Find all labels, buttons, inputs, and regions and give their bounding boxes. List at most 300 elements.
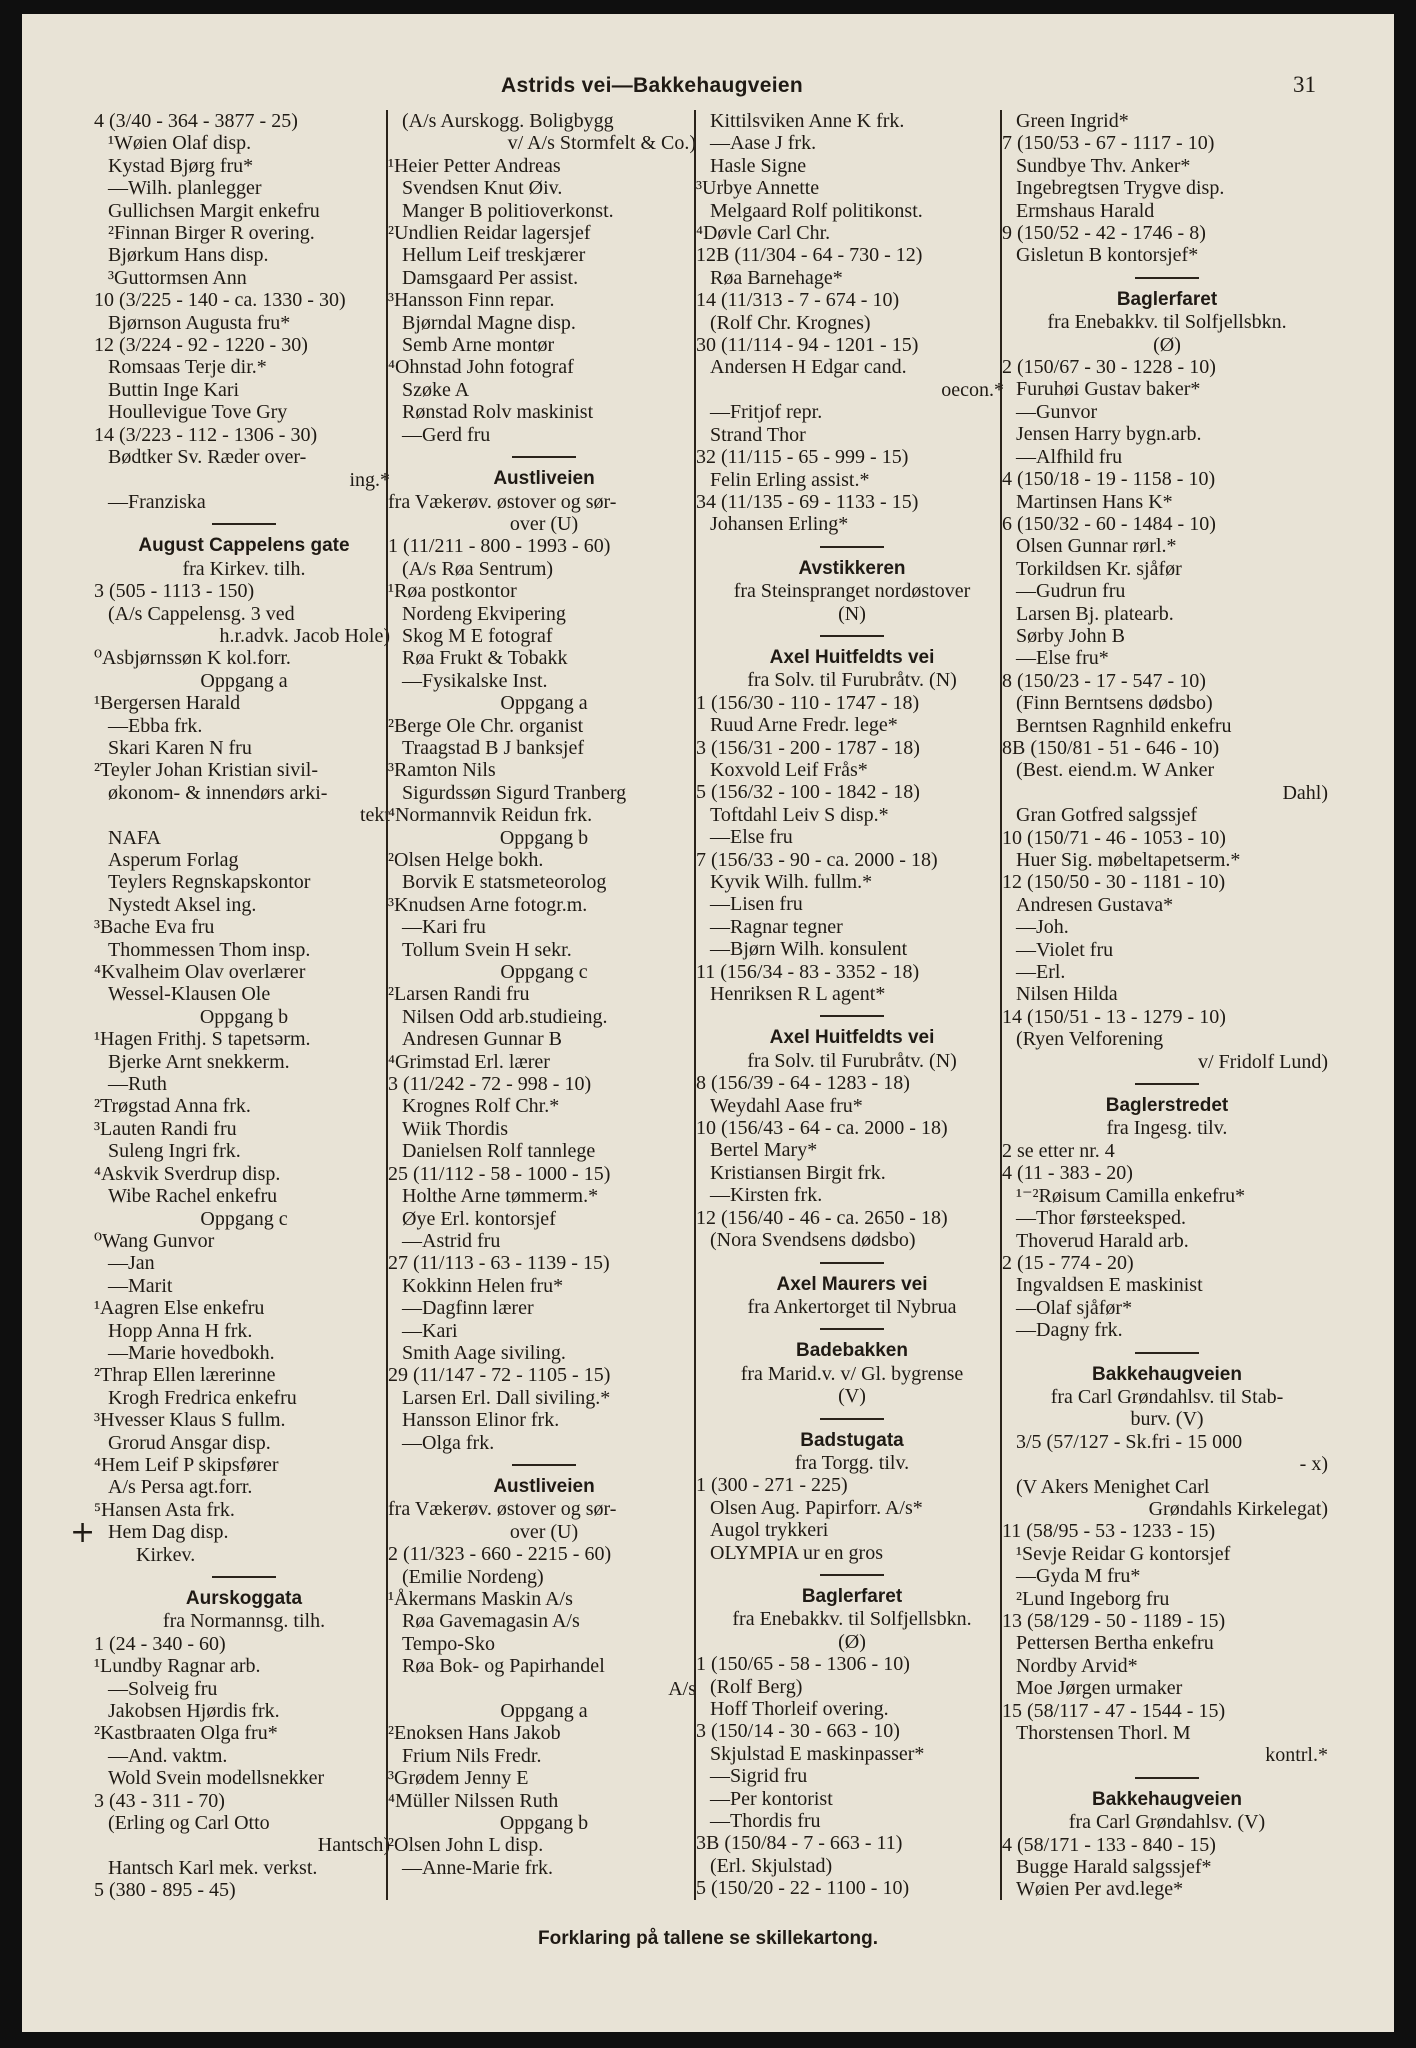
directory-line: 12 (3/224 - 92 - 1220 - 30) (94, 334, 308, 357)
directory-line: —Bjørn Wilh. konsulent (710, 938, 908, 961)
directory-line: —Solveig fru (108, 1677, 218, 1700)
directory-line: 1 (300 - 271 - 225) (696, 1474, 848, 1497)
directory-line: —Sigrid fru (710, 1765, 808, 1788)
directory-line: ³Guttormsen Ann (108, 266, 247, 289)
street-heading: Austliveien (493, 468, 595, 490)
directory-line: 13 (58/129 - 50 - 1189 - 15) (1002, 1610, 1226, 1632)
directory-line: ¹Åkermans Maskin A/s (388, 1588, 573, 1610)
directory-line: Houllevigue Tove Gry (108, 401, 288, 424)
directory-line: Jakobsen Hjørdis frk. (108, 1700, 280, 1723)
directory-line: fra Enebakkv. til Solfjellsbkn. (732, 1608, 972, 1631)
column-1 (94, 110, 394, 1902)
directory-line: 4 (58/171 - 133 - 840 - 15) (1002, 1833, 1216, 1856)
directory-line: Grøndahls Kirkelegat) (1148, 1497, 1328, 1520)
directory-line: 5 (150/20 - 22 - 1100 - 10) (696, 1877, 910, 1900)
directory-line: Ingebregtsen Trygve disp. (1016, 177, 1225, 200)
section-separator (1135, 1777, 1199, 1779)
directory-line: 10 (150/71 - 46 - 1053 - 10) (1002, 826, 1226, 849)
directory-line: Tollum Svein H sekr. (402, 938, 572, 961)
directory-line: Larsen Bj. platearb. (1016, 602, 1174, 625)
directory-line: fra Marid.v. v/ Gl. bygrense (740, 1362, 964, 1385)
directory-line: 4 (150/18 - 19 - 1158 - 10) (1002, 468, 1216, 491)
street-heading: Bakkehaugveien (1092, 1363, 1242, 1385)
directory-line: ⁵Hansen Asta frk. (94, 1498, 235, 1521)
directory-line: ²Berge Ole Chr. organist (388, 714, 584, 737)
directory-line: Andresen Gunnar B (402, 1028, 562, 1051)
street-heading: Austliveien (493, 1475, 595, 1497)
directory-line: ³Knudsen Arne fotogr.m. (388, 893, 588, 916)
directory-line: Nystedt Aksel ing. (108, 893, 257, 916)
directory-line: 14 (11/313 - 7 - 674 - 10) (696, 289, 900, 312)
directory-line: ²Kastbraaten Olga fru* (94, 1722, 278, 1745)
directory-line: Strand Thor (710, 423, 806, 446)
directory-line: Røa Gavemagasin A/s (402, 1610, 580, 1633)
directory-line: ¹Wøien Olaf disp. (108, 132, 252, 155)
directory-line: 29 (11/147 - 72 - 1105 - 15) (388, 1364, 611, 1387)
directory-line: —Olga frk. (402, 1431, 495, 1454)
section-separator (820, 1015, 884, 1017)
directory-line: Traagstad B J banksjef (402, 736, 585, 759)
section-separator (512, 1464, 576, 1466)
directory-line: (A/s Røa Sentrum) (402, 557, 554, 580)
directory-line: —Kari (402, 1319, 458, 1342)
directory-line: Skjulstad E maskinpasser* (710, 1742, 925, 1765)
directory-line: —Kari fru (402, 916, 486, 939)
directory-line: Wessel-Klausen Ole (108, 983, 271, 1006)
page-number: 31 (1293, 72, 1316, 97)
directory-line: ⁴Døvle Carl Chr. (696, 222, 831, 245)
directory-line: 5 (156/32 - 100 - 1842 - 18) (696, 781, 920, 804)
directory-line: Gran Gotfred salgssjef (1016, 804, 1198, 827)
directory-line: Sundbye Thv. Anker* (1016, 154, 1191, 177)
directory-line: 15 (58/117 - 47 - 1544 - 15) (1002, 1699, 1226, 1722)
directory-line: Oppgang b (499, 826, 589, 849)
directory-line: Teylers Regnskapskontor (108, 871, 311, 894)
directory-line: fra Kirkev. tilh. (182, 557, 306, 580)
directory-line: Sørby John B (1016, 624, 1125, 647)
directory-line: Hantsch Karl mek. verkst. (108, 1856, 318, 1879)
directory-line: Kittilsviken Anne K frk. (710, 110, 905, 132)
directory-line: Tempo-Sko (402, 1632, 496, 1655)
directory-line: 1 (150/65 - 58 - 1306 - 10) (696, 1653, 910, 1676)
directory-line: Kristiansen Birgit frk. (710, 1161, 886, 1184)
directory-line: —Alfhild fru (1016, 445, 1123, 468)
directory-line: Berntsen Ragnhild enkefru (1016, 714, 1232, 737)
directory-line: økonom- & innendørs arki- (108, 781, 328, 804)
directory-line: —Thordis fru (710, 1810, 821, 1833)
directory-line: —Astrid fru (402, 1229, 501, 1252)
directory-line: Krogh Fredrica enkefru (108, 1386, 297, 1409)
directory-line: 27 (11/113 - 63 - 1139 - 15) (388, 1252, 610, 1275)
directory-line: Olsen Aug. Papirforr. A/s* (710, 1496, 923, 1519)
directory-line: tekt (360, 804, 390, 827)
directory-line: (V Akers Menighet Carl (1016, 1475, 1210, 1498)
section-separator (1135, 1352, 1199, 1354)
directory-line: Toftdahl Leiv S disp.* (710, 803, 889, 826)
directory-line: Borvik E statsmeteorolog (402, 871, 607, 894)
directory-line: ⁴Grimstad Erl. lærer (388, 1050, 550, 1073)
directory-line: —Ragnar tegner (710, 915, 843, 938)
directory-line: ²Undlien Reidar lagersjef (388, 222, 591, 245)
directory-line: Jensen Harry bygn.arb. (1016, 423, 1202, 446)
directory-line: —Dagfinn lærer (402, 1297, 534, 1320)
directory-line: ³Urbye Annette (696, 177, 820, 200)
directory-line: Bjerke Arnt snekkerm. (108, 1050, 290, 1073)
directory-line: Augol trykkeri (710, 1519, 829, 1542)
directory-line: Henriksen R L agent* (710, 983, 886, 1006)
directory-line: 7 (150/53 - 67 - 1117 - 10) (1002, 132, 1215, 155)
directory-line: Skog M E fotograf (402, 624, 553, 647)
directory-line: Torkildsen Kr. sjåfør (1016, 557, 1182, 580)
directory-line: Oppgang b (199, 1005, 289, 1028)
directory-line: —Gudrun fru (1016, 580, 1126, 603)
directory-line: NAFA (108, 826, 161, 849)
directory-line: —Franziska (108, 490, 206, 513)
directory-line: Johansen Erling* (710, 513, 849, 536)
directory-line: —Gyda M fru* (1016, 1565, 1141, 1588)
directory-line: over (U) (509, 1520, 579, 1543)
directory-line: —Wilh. planlegger (108, 177, 262, 200)
directory-line: Sigurdssøn Sigurd Tranberg (402, 781, 627, 804)
directory-line: Hellum Leif treskjærer (402, 244, 586, 267)
directory-line: 2 (11/323 - 660 - 2215 - 60) (388, 1543, 612, 1566)
directory-line: Bugge Harald salgssjef* (1016, 1856, 1212, 1879)
directory-line: fra Ingesg. tilv. (1106, 1117, 1228, 1140)
street-heading: Baglerstredet (1105, 1095, 1229, 1117)
directory-line: ⁴Müller Nilssen Ruth (388, 1789, 559, 1812)
directory-line: (A/s Aurskogg. Boligbygg (402, 110, 614, 132)
directory-line: Bjørndal Magne disp. (402, 311, 576, 334)
directory-line: Huer Sig. møbeltapetserm.* (1016, 849, 1241, 871)
directory-line: h.r.advk. Jacob Hole) (219, 624, 390, 647)
directory-line: Thoverud Harald arb. (1016, 1229, 1189, 1252)
directory-line: —Fysikalske Inst. (402, 669, 548, 692)
directory-line: ²Finnan Birger R overing. (108, 222, 315, 245)
directory-line: Weydahl Aase fru* (710, 1094, 863, 1117)
directory-line: Hasle Signe (710, 154, 807, 177)
directory-line: Nordby Arvid* (1016, 1654, 1138, 1677)
directory-line: Ruud Arne Fredr. lege* (710, 714, 898, 737)
directory-line: —Lisen fru (710, 893, 803, 916)
directory-line: A/s Persa agt.forr. (108, 1476, 253, 1499)
directory-line: Skari Karen N fru (108, 736, 252, 759)
directory-line: Thorstensen Thorl. M (1016, 1722, 1191, 1745)
directory-line: Szøke A (402, 378, 470, 401)
directory-line: Danielsen Rolf tannlege (402, 1140, 596, 1163)
directory-line: ²Trøgstad Anna frk. (94, 1095, 251, 1118)
directory-line: Røa Frukt & Tobakk (402, 647, 568, 670)
directory-line: oecon.* (941, 378, 1004, 401)
directory-line: Smith Aage siviling. (402, 1341, 566, 1364)
directory-line: Oppgang c (200, 1207, 288, 1230)
directory-line: Damsgaard Per assist. (402, 266, 579, 289)
directory-line: 10 (156/43 - 64 - ca. 2000 - 18) (696, 1117, 948, 1140)
directory-line: Oppgang c (500, 961, 588, 984)
directory-line: Pettersen Bertha enkefru (1016, 1632, 1214, 1655)
directory-line: Krognes Rolf Chr.* (402, 1095, 560, 1118)
directory-line: ⁴Kvalheim Olav overlærer (94, 961, 306, 984)
directory-line: fra Enebakkv. til Solfjellsbkn. (1047, 311, 1287, 334)
directory-line: v/ Fridolf Lund) (1198, 1050, 1328, 1073)
directory-line: ²Larsen Randi fru (388, 983, 530, 1006)
directory-line: 2 se etter nr. 4 (1002, 1139, 1115, 1162)
directory-line: ²Thrap Ellen lærerinne (94, 1364, 276, 1387)
street-heading: Avstikkeren (798, 557, 906, 579)
directory-line: 3/5 (57/127 - Sk.fri - 15 000 (1016, 1430, 1243, 1453)
directory-line: (Ø) (1153, 333, 1181, 356)
directory-line: —Gunvor (1016, 400, 1098, 423)
directory-line: Furuhøi Gustav baker* (1016, 378, 1201, 401)
directory-line: ³Ramton Nils (388, 759, 496, 782)
directory-line: v/ A/s Stormfelt & Co.) (507, 132, 696, 155)
directory-line: 9 (150/52 - 42 - 1746 - 8) (1002, 222, 1206, 245)
directory-line: ¹Lundby Ragnar arb. (94, 1655, 261, 1678)
section-separator (820, 1328, 884, 1330)
directory-line: 30 (11/114 - 94 - 1201 - 15) (696, 334, 919, 357)
margin-plus-mark: + (70, 1515, 96, 1550)
directory-line: burv. (V) (1130, 1408, 1204, 1431)
directory-line: Martinsen Hans K* (1016, 490, 1173, 513)
directory-line: fra Solv. til Furubråtv. (N) (747, 669, 957, 692)
directory-line: (Best. eiend.m. W Anker (1016, 759, 1215, 782)
directory-line: 3 (43 - 311 - 70) (94, 1789, 225, 1812)
directory-line: 12B (11/304 - 64 - 730 - 12) (696, 244, 923, 267)
directory-line: Røa Barnehage* (710, 266, 843, 289)
directory-line: Røa Bok- og Papirhandel (402, 1655, 605, 1678)
directory-line: Oppgang a (500, 692, 588, 715)
street-heading: Badebakken (796, 1340, 908, 1362)
directory-line: 3 (150/14 - 30 - 663 - 10) (696, 1720, 900, 1743)
directory-line: ²Olsen Helge bokh. (388, 849, 544, 871)
directory-line: Oppgang a (500, 1700, 588, 1723)
directory-line: Bertel Mary* (710, 1139, 818, 1162)
directory-line: Wibe Rachel enkefru (108, 1185, 278, 1208)
directory-line: Hantsch) (317, 1834, 390, 1857)
directory-line: —Aase J frk. (710, 132, 817, 155)
directory-line: ¹Hagen Frithj. S tapetsərm. (94, 1028, 311, 1051)
directory-line: fra Solv. til Furubråtv. (N) (747, 1049, 957, 1072)
directory-line: ¹Bergersen Harald (94, 692, 241, 715)
directory-line: 2 (150/67 - 30 - 1228 - 10) (1002, 356, 1216, 379)
directory-line: Dahl) (1282, 781, 1328, 804)
street-heading: Axel Huitfeldts vei (769, 1027, 935, 1049)
street-heading: Axel Maurers vei (776, 1273, 928, 1295)
directory-line: Olsen Gunnar rørl.* (1016, 535, 1177, 558)
directory-line: Asperum Forlag (108, 849, 239, 871)
directory-line: 8 (156/39 - 64 - 1283 - 18) (696, 1072, 910, 1095)
directory-line: Thommessen Thom insp. (108, 938, 311, 961)
directory-line: (Nora Svendsens dødsbo) (710, 1229, 916, 1252)
directory-line: ¹⁻²Røisum Camilla enkefru* (1016, 1184, 1246, 1207)
directory-line: ¹Aagren Else enkefru (94, 1297, 265, 1320)
street-heading: Badstugata (800, 1429, 904, 1451)
directory-line: fra Vækerøv. østover og sør- (388, 1498, 617, 1521)
directory-line: —Erl. (1016, 961, 1066, 984)
directory-line: Kystad Bjørg fru* (108, 154, 254, 177)
directory-line: Oppgang a (200, 669, 288, 692)
directory-line: 3 (156/31 - 200 - 1787 - 18) (696, 736, 920, 759)
directory-line: (Emilie Nordeng) (402, 1565, 544, 1588)
directory-line: 12 (156/40 - 46 - ca. 2650 - 18) (696, 1206, 948, 1229)
directory-line: 1 (11/211 - 800 - 1993 - 60) (388, 535, 611, 558)
directory-line: 14 (3/223 - 112 - 1306 - 30) (94, 423, 318, 446)
directory-line: Gullichsen Margit enkefru (108, 199, 320, 222)
directory-page (22, 14, 1394, 2032)
directory-line: Hoff Thorleif overing. (710, 1698, 889, 1720)
directory-line: kontrl.* (1265, 1744, 1328, 1767)
street-heading: Baglerfaret (1116, 288, 1218, 310)
directory-line: Nordeng Ekvipering (402, 602, 566, 625)
column-4 (1002, 110, 1332, 1901)
directory-line: —Else fru (710, 826, 793, 849)
directory-line: Koxvold Leif Frås* (710, 758, 868, 781)
section-separator (212, 1576, 276, 1578)
directory-line: Semb Arne montør (402, 334, 555, 357)
directory-line: Felin Erling assist.* (710, 468, 870, 491)
directory-line: ⁴Normannvik Reidun frk. (388, 804, 593, 827)
directory-line: —Thor førsteeksped. (1016, 1207, 1186, 1230)
column-2 (388, 110, 700, 1879)
directory-line: —Per kontorist (710, 1787, 833, 1810)
directory-line: 34 (11/135 - 69 - 1133 - 15) (696, 490, 919, 513)
directory-line: —Kirsten frk. (710, 1184, 823, 1207)
street-heading: Bakkehaugveien (1092, 1788, 1242, 1810)
section-separator (820, 546, 884, 548)
directory-line: (Rolf Berg) (710, 1675, 803, 1698)
directory-line: A/s (668, 1677, 696, 1700)
directory-line: —Joh. (1016, 916, 1069, 939)
directory-line: Suleng Ingri frk. (108, 1140, 241, 1163)
directory-line: Ingvaldsen E maskinist (1016, 1274, 1203, 1297)
directory-line: Bjørkum Hans disp. (108, 244, 269, 267)
directory-line: Nilsen Hilda (1016, 983, 1118, 1006)
directory-line: 4 (3/40 - 364 - 3877 - 25) (94, 110, 298, 132)
directory-line: OLYMPIA ur en gros (710, 1541, 883, 1564)
directory-line: —Violet fru (1016, 938, 1114, 961)
directory-line: fra Normannsg. tilh. (162, 1610, 326, 1633)
directory-line: Kirkev. (136, 1543, 196, 1566)
section-separator (212, 523, 276, 525)
directory-line: Rønstad Rolv maskinist (402, 401, 594, 424)
directory-line: - x) (1299, 1453, 1328, 1476)
directory-line: (Finn Berntsens dødsbo) (1016, 692, 1213, 715)
directory-line: Grorud Ansgar disp. (108, 1431, 271, 1454)
directory-line: over (U) (509, 512, 579, 535)
section-separator (1135, 1083, 1199, 1085)
directory-line: Øye Erl. kontorsjef (402, 1207, 556, 1230)
directory-line: ⁰Wang Gunvor (94, 1229, 215, 1252)
directory-line: —Anne-Marie frk. (402, 1856, 554, 1879)
directory-line: Bjørnson Augusta fru* (108, 311, 291, 334)
directory-line: (Ø) (838, 1630, 866, 1653)
directory-line: Svendsen Knut Øiv. (402, 177, 563, 200)
column-3 (696, 110, 1008, 1900)
directory-line: 5 (380 - 895 - 45) (94, 1879, 236, 1902)
directory-line: (Rolf Chr. Krognes) (710, 311, 871, 334)
directory-line: Moe Jørgen urmaker (1016, 1677, 1183, 1700)
directory-line: ²Teyler Johan Kristian sivil- (94, 759, 318, 782)
directory-line: ²Lund Ingeborg fru (1016, 1587, 1170, 1610)
directory-line: 11 (156/34 - 83 - 3352 - 18) (696, 960, 920, 983)
directory-line: ³Hvesser Klaus S fullm. (94, 1409, 286, 1432)
directory-line: Buttin Inge Kari (108, 378, 240, 401)
directory-line: ³Hansson Finn repar. (388, 289, 555, 312)
directory-line: Green Ingrid* (1016, 110, 1129, 132)
directory-line: fra Steinspranget nordøstover (733, 580, 971, 603)
street-heading: August Cappelens gate (138, 535, 350, 557)
directory-line: (N) (838, 602, 866, 625)
directory-line: 1 (24 - 340 - 60) (94, 1632, 226, 1655)
section-separator (820, 1574, 884, 1576)
directory-line: —Jan (108, 1252, 155, 1275)
directory-line: Wold Svein modellsnekker (108, 1767, 325, 1790)
directory-line: —Dagny frk. (1016, 1319, 1123, 1342)
directory-line: Hopp Anna H frk. (108, 1319, 253, 1342)
directory-line: —Fritjof repr. (710, 401, 823, 424)
directory-line: Ermshaus Harald (1016, 199, 1155, 222)
directory-line: ²Olsen John L disp. (388, 1834, 544, 1857)
directory-line: 3 (11/242 - 72 - 998 - 10) (388, 1073, 592, 1096)
directory-line: ⁴Ohnstad John fotograf (388, 356, 574, 379)
directory-line: Andersen H Edgar cand. (710, 356, 907, 379)
directory-line: —Gerd fru (402, 423, 491, 446)
directory-line: ing.* (349, 468, 390, 491)
directory-line: fra Carl Grøndahlsv. (V) (1068, 1811, 1266, 1834)
directory-line: Holthe Arne tømmerm.* (402, 1185, 599, 1208)
directory-line: 25 (11/112 - 58 - 1000 - 15) (388, 1162, 611, 1185)
directory-line: ⁰Asbjørnssøn K kol.forr. (94, 647, 291, 670)
directory-line: 32 (11/115 - 65 - 999 - 15) (696, 446, 909, 469)
directory-line: Frium Nils Fredr. (402, 1744, 542, 1767)
directory-line: fra Ankertorget til Nybrua (747, 1295, 957, 1318)
directory-line: ¹Sevje Reidar G kontorsjef (1016, 1542, 1231, 1565)
directory-line: —Marit (108, 1274, 173, 1297)
directory-line: ²Enoksen Hans Jakob (388, 1722, 561, 1745)
directory-line: fra Vækerøv. østover og sør- (388, 490, 617, 513)
street-heading: Aurskoggata (185, 1588, 303, 1609)
section-separator (820, 1418, 884, 1420)
directory-line: (A/s Cappelensg. 3 ved (108, 602, 295, 625)
directory-line: 8B (150/81 - 51 - 646 - 10) (1002, 736, 1220, 759)
directory-line: —And. vaktm. (108, 1744, 228, 1767)
directory-line: 3 (505 - 1113 - 150) (94, 580, 255, 603)
directory-line: (Erl. Skjulstad) (710, 1854, 833, 1877)
directory-line: 3B (150/84 - 7 - 663 - 11) (696, 1832, 903, 1855)
directory-line: Kokkinn Helen fru* (402, 1274, 564, 1297)
directory-line: 6 (150/32 - 60 - 1484 - 10) (1002, 512, 1216, 535)
street-heading: Axel Huitfeldts vei (769, 646, 935, 668)
directory-line: (Erling og Carl Otto (108, 1812, 270, 1835)
directory-line: —Else fru* (1016, 647, 1109, 670)
directory-line: (Ryen Velforening (1016, 1028, 1164, 1051)
directory-line: 10 (3/225 - 140 - ca. 1330 - 30) (94, 289, 346, 312)
directory-line: Melgaard Rolf politikonst. (710, 199, 923, 222)
directory-line: —Ruth (108, 1073, 167, 1096)
directory-line: Larsen Erl. Dall siviling.* (402, 1386, 611, 1409)
directory-line: ³Lauten Randi fru (94, 1117, 237, 1140)
directory-line: 12 (150/50 - 30 - 1181 - 10) (1002, 871, 1226, 894)
directory-line: 8 (150/23 - 17 - 547 - 10) (1002, 669, 1206, 692)
directory-line: fra Carl Grøndahlsv. til Stab- (1050, 1385, 1284, 1408)
directory-line: ⁴Hem Leif P skipsfører (94, 1453, 279, 1476)
directory-line: 14 (150/51 - 13 - 1279 - 10) (1002, 1005, 1226, 1028)
section-separator (1135, 277, 1199, 279)
directory-line: Romsaas Terje dir.* (108, 356, 267, 379)
page-header-title: Astrids vei—Bakkehaugveien (501, 74, 803, 97)
section-separator (820, 1262, 884, 1264)
section-separator (820, 635, 884, 637)
directory-line: ³Bache Eva fru (94, 916, 215, 939)
